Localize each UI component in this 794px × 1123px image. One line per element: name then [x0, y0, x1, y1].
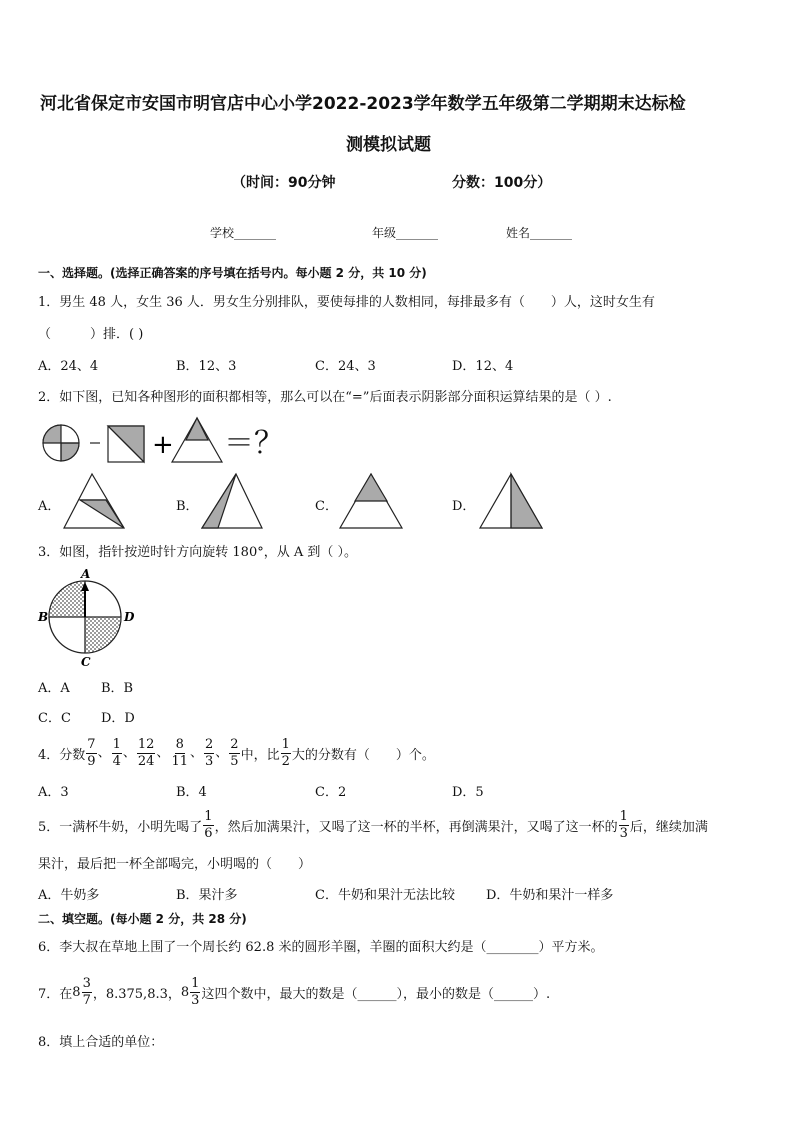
q8-text: 8．填上合适的单位：: [38, 1035, 164, 1050]
q4-half-fraction: $\frac{1}{2}$: [281, 736, 290, 769]
plus-sign: +: [152, 430, 174, 460]
q5-text-line2: 果汁，最后把一杯全部喝完，小明喝的（ ）: [38, 857, 312, 872]
dial-label-c: C: [81, 655, 91, 669]
dial-label-d: D: [124, 610, 135, 624]
q7-mixed-number-1: 8 $\frac{3}{7}$: [72, 975, 91, 1008]
q2-triangle-shape: [172, 418, 222, 462]
q4-suffix: 大的分数有（ ）个。: [291, 747, 435, 763]
section1-heading: 一、选择题。(选择正确答案的序号填在括号内。每小题 2 分，共 10 分): [38, 266, 427, 280]
q4-fraction: $\frac{8}{11}$: [171, 736, 188, 769]
q2-circle-shape: [43, 425, 79, 461]
q4-option-c[interactable]: C．2: [315, 785, 347, 800]
exam-time: （时间：90分钟: [232, 175, 336, 191]
q4-fraction: $\frac{12}{24}$: [137, 736, 155, 769]
q5-part2: ，然后加满果汁，又喝了这一杯的半杯，再倒满果汁，又喝了这一杯的: [214, 819, 618, 835]
q3-option-b[interactable]: B．B: [101, 681, 134, 696]
q3-text: 3．如图，指针按逆时针方向旋转 180°，从 A 到（ ）。: [38, 545, 358, 560]
q5-part3: 后，继续加满: [629, 819, 708, 835]
q5-fraction-1: $\frac{1}{6}$: [204, 808, 213, 841]
q4-option-a[interactable]: A．3: [38, 785, 69, 800]
q2-option-b[interactable]: B．: [176, 499, 199, 514]
q1-option-a[interactable]: A．24、4: [38, 359, 99, 374]
q7-part2: ，8.375,8.3，: [92, 986, 181, 1002]
q3-option-d[interactable]: D．D: [101, 711, 135, 726]
exam-score: 分数：100分）: [452, 175, 552, 191]
q4-separator: 、: [189, 745, 203, 761]
q4-fraction-list: [85, 738, 240, 768]
q4-fraction: $\frac{2}{3}$: [205, 736, 214, 769]
dial-label-b: B: [38, 610, 49, 624]
q4-prefix: 4．分数: [38, 747, 86, 763]
q4-fraction: $\frac{7}{9}$: [87, 736, 96, 769]
q7-part3: 这四个数中，最大的数是（______），最小的数是（______）.: [201, 986, 551, 1002]
q4-fraction: $\frac{2}{5}$: [230, 736, 239, 769]
q4-separator: 、: [215, 745, 229, 761]
q2-option-d-figure[interactable]: [478, 472, 544, 530]
q4-separator: 、: [122, 745, 136, 761]
q5-option-b[interactable]: B．果汁多: [176, 888, 238, 903]
q4-separator: 、: [97, 745, 111, 761]
q2-text: 2．如下图，已知各种图形的面积都相等，那么可以在“=”后面表示阴影部分面积运算结果的是（ ）.: [38, 390, 612, 405]
q7-part1: 7．在: [38, 986, 73, 1002]
equals-question: ＝？: [224, 426, 284, 461]
q5-text-line1: [38, 804, 708, 846]
q1-option-b[interactable]: B．12、3: [176, 359, 237, 374]
q4-option-d[interactable]: D．5: [452, 785, 484, 800]
dial-label-a: A: [81, 567, 91, 581]
q1-text-line2: （ ）排．( ): [38, 327, 144, 342]
q1-option-c[interactable]: C．24、3: [315, 359, 376, 374]
q2-option-d[interactable]: D．: [452, 499, 476, 514]
q4-text: [38, 732, 435, 774]
q5-fraction-2: $\frac{1}{3}$: [619, 808, 628, 841]
name-field[interactable]: 姓名_______: [506, 226, 573, 240]
school-field[interactable]: 学校_______: [210, 226, 277, 240]
q4-fraction: $\frac{1}{4}$: [112, 736, 121, 769]
q1-option-d[interactable]: D．12、4: [452, 359, 514, 374]
q5-option-d[interactable]: D．牛奶和果汁一样多: [486, 888, 614, 903]
q4-mid: 中，比: [240, 747, 280, 763]
q7-text: [38, 970, 550, 1014]
page-title-line2: 测模拟试题: [346, 135, 431, 155]
q4-separator: 、: [156, 745, 170, 761]
grade-field[interactable]: 年级_______: [372, 226, 439, 240]
section2-heading: 二、填空题。(每小题 2 分，共 28 分): [38, 912, 247, 926]
q6-text: 6．李大叔在草地上围了一个周长约 62.8 米的圆形羊圈，羊圈的面积大约是（________）平方米。: [38, 940, 604, 955]
q1-text-line1: 1．男生 48 人，女生 36 人．男女生分别排队，要使每排的人数相同，每排最多有（ ）人，这时女生有: [38, 295, 655, 310]
q5-option-a[interactable]: A．牛奶多: [38, 888, 100, 903]
q7-mixed-number-2: 8 $\frac{1}{3}$: [180, 975, 200, 1008]
q5-part1: 5．一满杯牛奶，小明先喝了: [38, 819, 203, 835]
q2-option-b-figure[interactable]: [200, 472, 264, 530]
page-title-line1: 河北省保定市安国市明官店中心小学2022-2023学年数学五年级第二学期期末达标检: [40, 94, 686, 114]
q3-dial-figure: [38, 568, 138, 668]
q3-option-a[interactable]: A．A: [38, 681, 70, 696]
q2-option-c[interactable]: C．: [315, 499, 338, 514]
q3-option-c[interactable]: C．C: [38, 711, 71, 726]
q5-option-c[interactable]: C．牛奶和果汁无法比较: [315, 888, 455, 903]
q2-option-c-figure[interactable]: [338, 472, 404, 530]
q2-option-a[interactable]: A．: [38, 499, 61, 514]
q2-square-shape: [108, 426, 144, 462]
q2-option-a-figure[interactable]: [62, 472, 126, 530]
q4-option-b[interactable]: B．4: [176, 785, 207, 800]
